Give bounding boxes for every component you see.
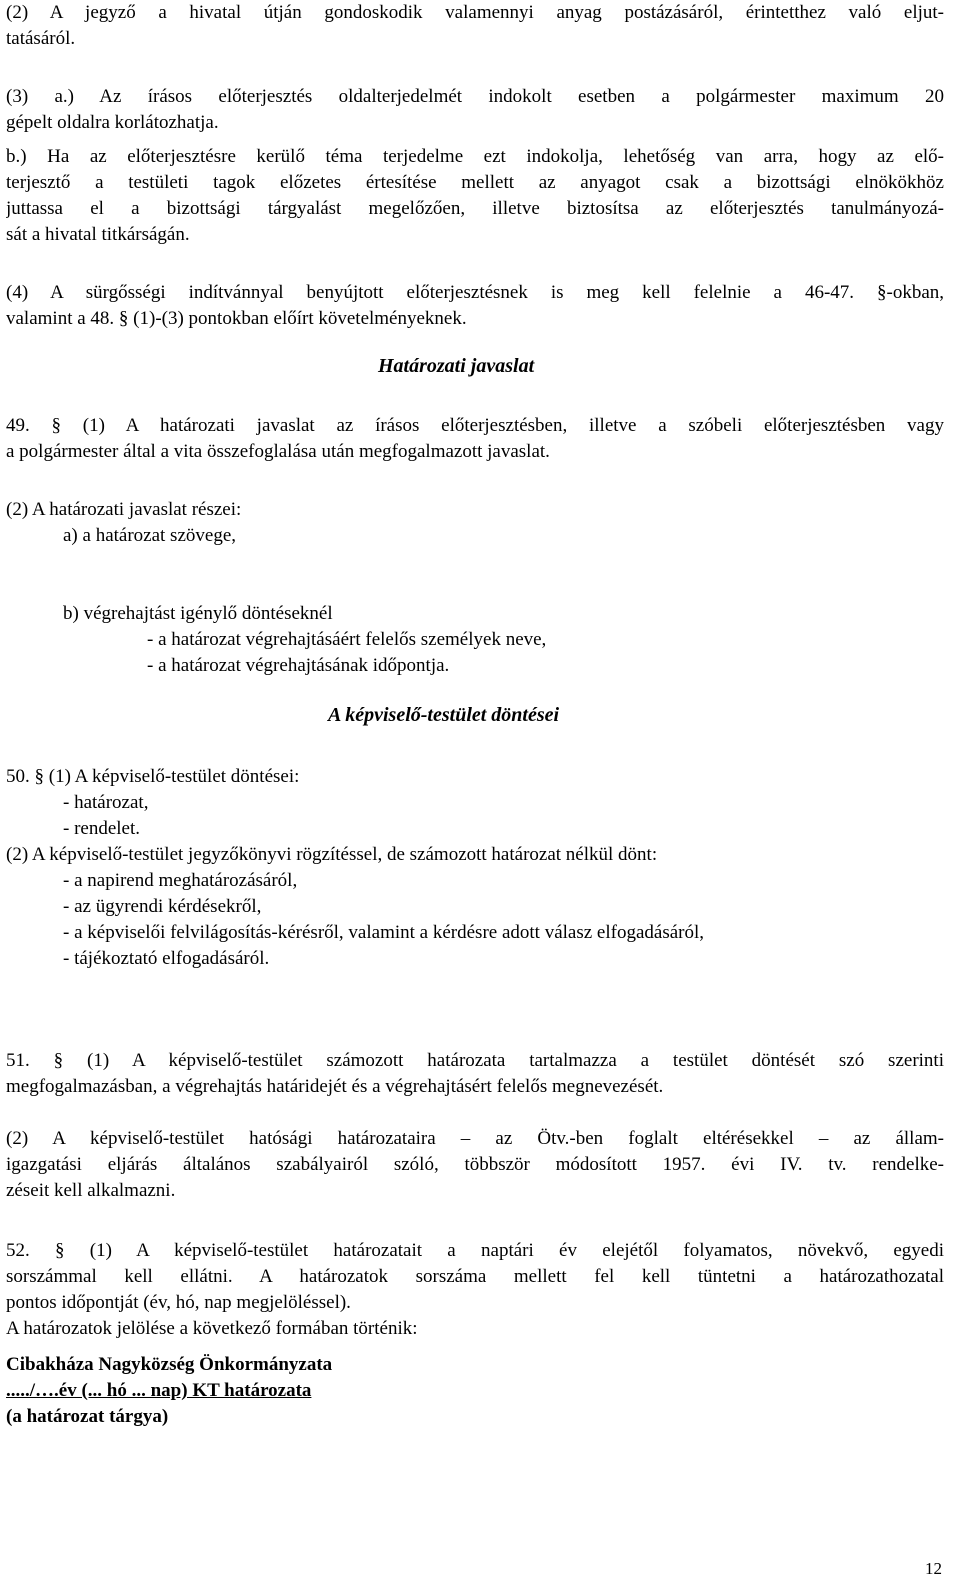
sub-list-item: - a határozat végrehajtásának időpontja.: [147, 655, 450, 676]
text-line: megfogalmazásban, a végrehajtás határidejét és a végrehajtásért felelős megnevezését.: [6, 1076, 664, 1097]
paragraph-2-mailing: [6, 0, 944, 52]
text-line: 52. § (1) A képviselő-testület határozatait a naptári év elejétől folyamatos, növekvő, egyedi: [6, 1240, 944, 1261]
list-item: - az ügyrendi kérdésekről,: [63, 896, 262, 917]
text-line: sát a hivatal titkárságán.: [6, 224, 190, 245]
text-line: (2) A képviselő-testület hatósági határozataira – az Ötv.-ben foglalt eltérésekkel – az állam-: [6, 1128, 944, 1149]
paragraph-3a-length-limit: [6, 84, 944, 136]
paragraph-49-2: [6, 497, 944, 679]
paragraph-3b-distribution: [6, 144, 944, 248]
list-item: - rendelet.: [63, 818, 141, 839]
list-item: - a képviselői felvilágosítás-kérésről, valamint a kérdésre adott válasz elfogadásáról,: [63, 922, 704, 943]
section-heading-council-decisions: A képviselő-testület döntései: [328, 704, 560, 726]
text-line: tatásáról.: [6, 28, 76, 49]
text-line: (2) A képviselő-testület jegyzőkönyvi rögzítéssel, de számozott határozat nélkül dönt:: [6, 844, 658, 865]
paragraph-4-urgency: [6, 280, 944, 332]
text-line: (3) a.) Az írásos előterjesztés oldalterjedelmét indokolt esetben a polgármester maximum 20: [6, 86, 944, 107]
text-line: 50. § (1) A képviselő-testület döntései:: [6, 766, 300, 787]
text-line: valamint a 48. § (1)-(3) pontokban előírt követelményeknek.: [6, 308, 467, 329]
text-line: b.) Ha az előterjesztésre kerülő téma terjedelme ezt indokolja, lehetőség van arra, hogy az elő-: [6, 146, 944, 167]
text-line: pontos időpontját (év, hó, nap megjelöléssel).: [6, 1292, 351, 1313]
page-number: 12: [925, 1559, 942, 1578]
text-line: 51. § (1) A képviselő-testület számozott határozata tartalmazza a testület döntését szó szerinti: [6, 1050, 944, 1071]
list-item-b: b) végrehajtást igénylő döntéseknél: [63, 603, 333, 624]
text-line: gépelt oldalra korlátozhatja.: [6, 112, 219, 133]
text-line: A határozatok jelölése a következő formában történik:: [6, 1318, 418, 1339]
list-item: - a napirend meghatározásáról,: [63, 870, 298, 891]
paragraph-51-1: [6, 1048, 944, 1100]
text-line: a polgármester által a vita összefoglalása után megfogalmazott javaslat.: [6, 441, 550, 462]
text-line: igazgatási eljárás általános szabályairól szóló, többször módosított 1957. évi IV. tv. rendelke-: [6, 1154, 944, 1175]
paragraph-50: [6, 764, 944, 972]
section-heading-resolution-proposal: Határozati javaslat: [378, 355, 535, 377]
text-line: terjesztő a testületi tagok előzetes értesítése mellett az anyagot csak a bizottsági elnökökhöz: [6, 172, 944, 193]
list-item-a: a) a határozat szövege,: [63, 525, 237, 546]
text-line: (2) A jegyző a hivatal útján gondoskodik valamennyi anyag postázásáról, érintetthez való eljut-: [6, 2, 944, 23]
sample-municipality: Cibakháza Nagyközség Önkormányzata: [6, 1354, 333, 1375]
text-line: (2) A határozati javaslat részei:: [6, 499, 242, 520]
list-item: - határozat,: [63, 792, 149, 813]
text-line: juttassa el a bizottsági tárgyalást megelőzően, illetve biztosítsa az előterjesztés tanulmányozá-: [6, 198, 944, 219]
resolution-label-sample: [6, 1352, 944, 1430]
sample-resolution-number: ...../….év (... hó ... nap) KT határozata: [6, 1380, 312, 1401]
text-line: zéseit kell alkalmazni.: [6, 1180, 176, 1201]
sub-list-item: - a határozat végrehajtásáért felelős személyek neve,: [147, 629, 547, 650]
paragraph-49-1: [6, 413, 944, 465]
sample-subject: (a határozat tárgya): [6, 1406, 169, 1427]
text-line: 49. § (1) A határozati javaslat az írásos előterjesztésben, illetve a szóbeli előterjesztésben vagy: [6, 415, 944, 436]
paragraph-52-1: [6, 1238, 944, 1342]
list-item: - tájékoztató elfogadásáról.: [63, 948, 270, 969]
text-line: sorszámmal kell ellátni. A határozatok sorszáma mellett fel kell tüntetni a határozathozatal: [6, 1266, 944, 1287]
paragraph-51-2: [6, 1126, 944, 1204]
text-line: (4) A sürgősségi indítvánnyal benyújtott előterjesztésnek is meg kell felelnie a 46-47. §-okban,: [6, 282, 944, 303]
